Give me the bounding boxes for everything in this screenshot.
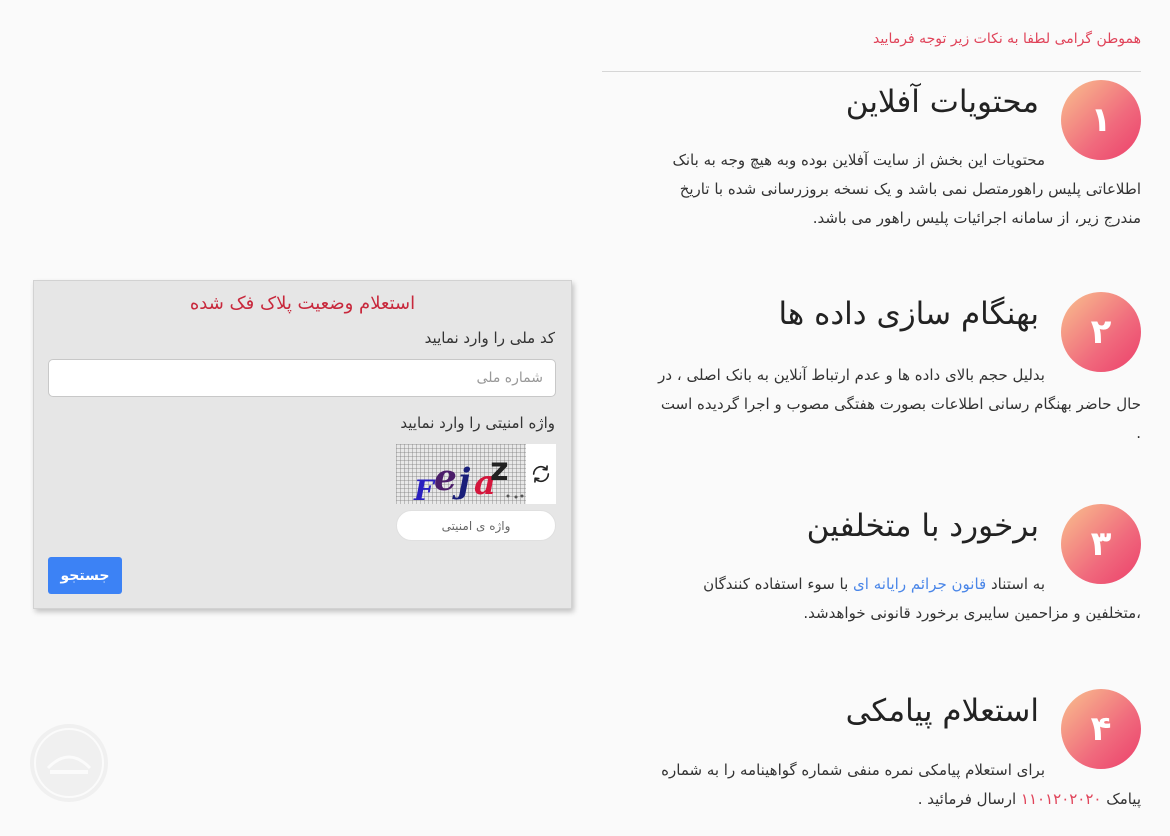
section-2-body (581, 361, 1141, 448)
section-2-number: ۲ (1061, 292, 1141, 372)
inquiry-form-card (33, 280, 572, 609)
captcha-box (396, 444, 556, 504)
section-1-line: مندرج زیر، از سامانه اجرائیات پلیس راهور می باشد. (812, 209, 1141, 227)
section-4-body (581, 756, 1141, 814)
section-3-body (581, 570, 1141, 628)
svg-text:j: j (458, 461, 471, 501)
section-4-number: ۴ (1061, 689, 1141, 769)
section-2-line: . (1136, 424, 1141, 442)
svg-text:F: F (414, 474, 434, 504)
refresh-icon (530, 463, 552, 485)
search-button[interactable]: جستجو (48, 557, 122, 594)
section-4-suffix: ارسال فرمائید . (917, 790, 1017, 808)
cyber-law-link[interactable]: قانون جرائم رایانه ای (853, 575, 987, 593)
captcha-label: واژه امنیتی را وارد نمایید (400, 414, 555, 432)
sms-number: ۱۱۰۱۲۰۲۰۲۰ (1020, 790, 1102, 808)
section-1-body (581, 146, 1141, 233)
section-3-title: برخورد با متخلفین (806, 508, 1039, 544)
section-1-title: محتویات آفلاین (845, 84, 1039, 120)
section-2-line: بدلیل حجم بالای داده ها و عدم ارتباط آنلاین به بانک اصلی ، در (658, 366, 1045, 384)
section-3-line: ،متخلفین و مزاحمین سایبری برخورد قانونی خواهدشد. (803, 604, 1141, 622)
section-4-prefix: پیامک (1106, 790, 1141, 808)
national-code-input[interactable] (48, 359, 556, 397)
watermark-logo (28, 722, 110, 804)
section-3-number: ۳ (1061, 504, 1141, 584)
section-2-title: بهنگام سازی داده ها (778, 296, 1039, 332)
svg-text:a: a (474, 463, 497, 503)
section-1-number: ۱ (1061, 80, 1141, 160)
divider (602, 71, 1141, 72)
national-code-label: کد ملی را وارد نمایید (424, 329, 555, 347)
captcha-input[interactable] (396, 510, 556, 541)
notice-text: هموطن گرامی لطفا به نکات زیر توجه فرمایید (872, 31, 1141, 47)
svg-text:z: z (490, 450, 509, 488)
section-4-line (581, 785, 1141, 814)
form-title: استعلام وضعیت پلاک فک شده (189, 293, 416, 314)
svg-text:e: e (434, 457, 457, 499)
section-1-line: اطلاعاتی پلیس راهورمتصل نمی باشد و یک نسخه بروزرسانی شده با تاریخ (679, 180, 1141, 198)
section-3-suffix: با سوء استفاده کنندگان (703, 575, 849, 593)
section-2-line: حال حاضر بهنگام رسانی اطلاعات بصورت هفتگی مصوب و اجرا گردیده است (660, 395, 1141, 413)
section-4-title: استعلام پیامکی (845, 693, 1039, 729)
section-4-line: برای استعلام پیامکی نمره منفی شماره گواهینامه را به شماره (661, 761, 1045, 779)
captcha-image (396, 444, 526, 504)
captcha-refresh-button[interactable] (528, 460, 554, 488)
section-1-line: محتویات این بخش از سایت آفلاین بوده وبه هیچ وجه به بانک (672, 151, 1045, 169)
section-3-line (581, 570, 1141, 599)
section-3-prefix: به استناد (990, 575, 1045, 593)
